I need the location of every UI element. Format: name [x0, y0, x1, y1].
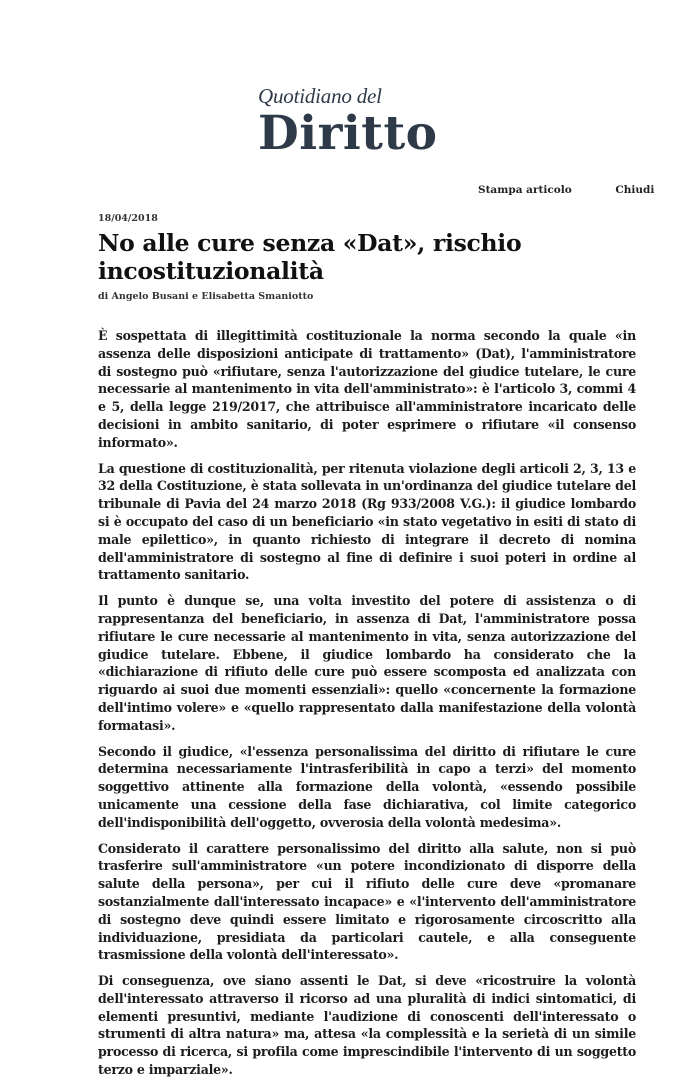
- article-paragraph: Il punto è dunque se, una volta investito del potere di assistenza o di rappresentanza del beneficiario, in assenza di Dat, l'amministratore possa rifiutare le cure necessarie al mantenimento in vita, senza autorizzazione del giudice tutelare. Ebbene, il giudice lombardo ha considerato che la «dichiarazione di rifiuto delle cure può essere scomposta ed analizzata con riguardo ai suoi due momenti essenziali»: quello «concernente la formazione dell'intimo volere» e «quello rappresentato dalla manifestazione della volontà formatasi».: [98, 593, 636, 733]
- print-article-link[interactable]: Stampa articolo: [478, 184, 572, 196]
- masthead-title: Diritto: [258, 106, 438, 161]
- article-date: 18/04/2018: [98, 213, 158, 224]
- article-paragraph: È sospettata di illegittimità costituzionale la norma secondo la quale «in assenza delle disposizioni anticipate di trattamento» (Dat), l'amministratore di sostegno può «rifiutare, senza l'autorizzazione del giudice tutelare, le cure necessarie al mantenimento in vita dell'amministrato»: è l'articolo 3, commi 4 e 5, della legge 219/2017, che attribuisce all'amministratore incaricato delle decisioni in ambito sanitario, di poter esprimere o rifiutare «il consenso informato».: [98, 328, 636, 450]
- article-title: No alle cure senza «Dat», rischio incostituzionalità: [98, 229, 522, 285]
- article-byline: di Angelo Busani e Elisabetta Smaniotto: [98, 291, 314, 302]
- masthead-subtitle: Quotidiano del: [258, 84, 382, 108]
- article-paragraph: Considerato il carattere personalissimo del diritto alla salute, non si può trasferire sull'amministratore «un potere incondizionato di disporre della salute della persona», per cui il rifiuto delle cure deve «promanare sostanzialmente dall'interessato incapace» e «l'intervento dell'amministratore di sostegno deve quindi essere limitato e rigorosamente circoscritto alla individuazione, presidiata da particolari cautele, e alla conseguente trasmissione della volontà dell'interessato».: [98, 840, 636, 963]
- article-paragraph: Secondo il giudice, «l'essenza personalissima del diritto di rifiutare le cure determina necessariamente l'intrasferibilità in capo a terzi» del momento soggettivo attinente alla formazione della volontà, «essendo possibile unicamente una cessione della fase dichiarativa, col limite categorico dell'indisponibilità dell'oggetto, ovverosia della volontà medesima».: [98, 743, 636, 830]
- masthead-logo: [258, 84, 438, 161]
- article-paragraph: Di conseguenza, ove siano assenti le Dat, si deve «ricostruire la volontà dell'interessato attraverso il ricorso ad una pluralità di indici sintomatici, di elementi presuntivi, mediante l'audizione di conoscenti dell'interessato o strumenti di altra natura» ma, attesa «la complessità e la serietà di un simile processo di ricerca, si profila come imprescindibile l'intervento di un soggetto terzo e imparziale».: [98, 973, 636, 1078]
- article-actions: [478, 184, 654, 196]
- article-paragraph: La questione di costituzionalità, per ritenuta violazione degli articoli 2, 3, 13 e 32 della Costituzione, è stata sollevata in un'ordinanza del giudice tutelare del tribunale di Pavia del 24 marzo 2018 (Rg 933/2008 V.G.): il giudice lombardo si è occupato del caso di un beneficiario «in stato vegetativo in esiti di stato di male epilettico», in quanto richiesto di integrare il decreto di nomina dell'amministratore di sostegno al fine di definire i suoi poteri in ordine al trattamento sanitario.: [98, 460, 636, 583]
- article-body: [98, 327, 636, 1087]
- close-link[interactable]: Chiudi: [615, 184, 655, 196]
